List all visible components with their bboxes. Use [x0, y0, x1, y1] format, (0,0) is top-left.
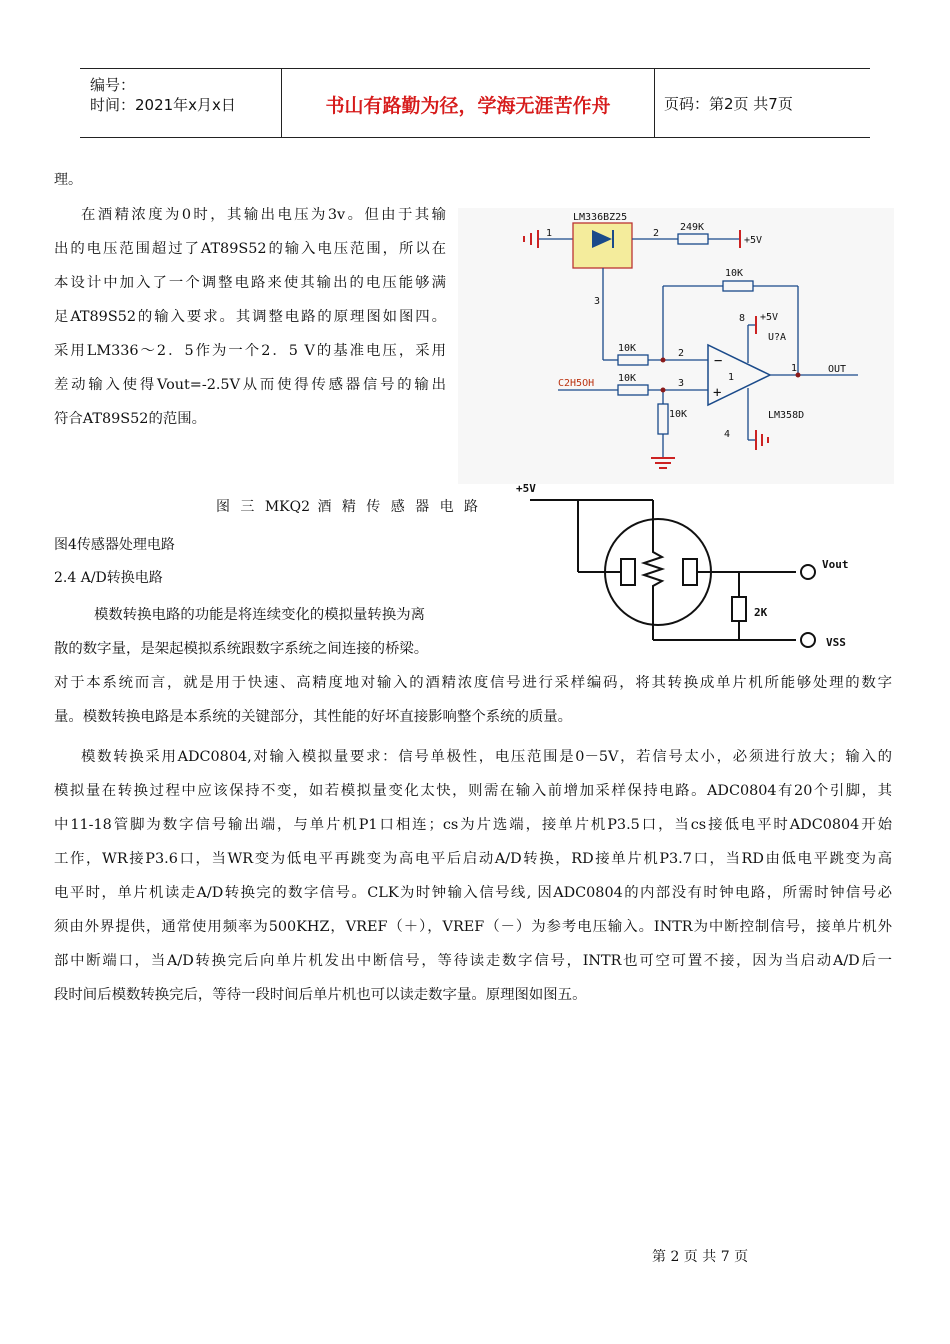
output-label: OUT	[828, 364, 847, 375]
resistor-2k-label: 2K	[754, 606, 768, 619]
resistor-10k-ground-label: 10K	[669, 409, 688, 420]
doc-number-label: 编号：	[90, 76, 136, 94]
paragraph-line: 本设计中加入了一个调整电路来使其输出的电压能够满	[54, 275, 446, 291]
circuit-background	[458, 208, 894, 484]
supply-label: +5V	[744, 235, 763, 246]
paragraph-line: 段时间后模数转换完后，等待一段时间后单片机也可以读走数字量。原理图如图五。	[54, 987, 587, 1003]
paragraph-line: 模拟量在转换过程中应该保持不变，如若模拟量变化太快，则需在输入前增加采样保持电路。ADC0804有20个引脚，其	[54, 783, 892, 799]
paragraph-line: 在酒精浓度为0时，其输出电压为3v。但由于其输	[81, 207, 446, 223]
header-info	[90, 75, 236, 115]
vout-label: Vout	[822, 558, 849, 571]
resistor-10k-in1-label: 10K	[618, 343, 637, 354]
paragraph-line: 须由外界提供，通常使用频率为500KHZ，VREF（＋），VREF（－）为参考电压输入。INTR为中断控制信号，接单片机外	[54, 919, 892, 935]
paragraph-line: 足AT89S52的输入要求。其调整电路的原理图如图四。	[54, 309, 446, 325]
header-divider	[654, 69, 655, 137]
paragraph-line: 中11-18管脚为数字信号输出端，与单片机P1口相连；cs为片选端，接单片机P3.5口，当cs接低电平时ADC0804开始	[54, 817, 892, 833]
resistor-249k-label: 249K	[680, 222, 705, 233]
paragraph-line: 对于本系统而言，就是用于快速、高精度地对输入的酒精浓度信号进行采样编码，将其转换成单片机所能够处理的数字	[54, 675, 892, 691]
pin-label: 2	[678, 348, 685, 359]
reference-diode-body	[573, 223, 632, 268]
figure-4-caption: 图4传感器处理电路	[54, 537, 175, 553]
resistor-10k-feedback-label: 10K	[725, 268, 744, 279]
junction-dot	[661, 388, 666, 393]
pin-label: 3	[594, 296, 601, 307]
vss-label: VSS	[826, 636, 846, 649]
paragraph-line: 出的电压范围超过了AT89S52的输入电压范围，所以在	[54, 241, 446, 257]
part-designator: U?A	[768, 332, 787, 343]
sensor-heater-pad	[621, 559, 635, 585]
opamp-label: LM358D	[768, 410, 805, 421]
reference-diode-label: LM336BZ25	[573, 212, 628, 223]
pin-label: 1	[728, 372, 735, 383]
header-motto: 书山有路勤为径，学海无涯苦作舟	[325, 95, 611, 117]
sensor-element	[644, 545, 662, 630]
resistor-10k-in2-label: 10K	[618, 373, 637, 384]
paragraph-line: 量。模数转换电路是本系统的关键部分，其性能的好坏直接影响整个系统的质量。	[54, 709, 573, 725]
paragraph-line: 电平时，单片机读走A/D转换完的数字信号。CLK为时钟输入信号线, 因ADC0804的内部没有时钟电路，所需时钟信号必	[54, 885, 892, 901]
paragraph-line: 模数转换电路的功能是将连续变化的模拟量转换为离	[94, 607, 425, 623]
input-c2h5oh-label: C2H5OH	[558, 378, 595, 389]
paragraph-line: 符合AT89S52的范围。	[54, 411, 207, 427]
inverting-symbol: −	[714, 353, 723, 369]
noninverting-symbol: +	[713, 385, 722, 401]
paragraph-line: 采用LM336～2．5作为一个2．5 V的基准电压，采用	[54, 343, 446, 359]
figure-3-caption: 图 三 MKQ2 酒 精 传 感 器 电 路	[216, 499, 478, 515]
mkq2-sensor-circuit	[508, 480, 878, 652]
pin-label: 3	[678, 378, 685, 389]
pin-label: 4	[724, 429, 731, 440]
junction-dot	[661, 358, 666, 363]
paragraph-1	[54, 198, 446, 436]
resistor-2k	[732, 597, 746, 621]
paragraph-3	[54, 740, 892, 1012]
vss-terminal	[801, 633, 815, 647]
header-table	[80, 68, 870, 138]
paragraph-line: 工作，WR接P3.6口，当WR变为低电平再跳变为高电平后启动A/D转换，RD接单片机P3.7口，当RD由低电平跳变为高	[54, 851, 892, 867]
sensor-heater-pad	[683, 559, 697, 585]
paragraph-line: 差动输入使得Vout=-2.5V从而使得传感器信号的输出	[54, 377, 446, 393]
paragraph-line: 模数转换采用ADC0804,对输入模拟量要求：信号单极性，电压范围是0－5V，若信号太小，必须进行放大；输入的	[81, 749, 892, 765]
supply-label: +5V	[516, 482, 536, 495]
doc-date-label: 时间：2021年x月x日	[90, 96, 236, 114]
paragraph-line: 散的数字量，是架起模拟系统跟数字系统之间连接的桥梁。	[54, 641, 429, 657]
header-page-label: 页码：第2页 共7页	[664, 95, 793, 113]
sensor-processing-circuit	[458, 208, 894, 484]
section-title: 2.4 A/D转换电路	[54, 570, 163, 586]
pin-label: 8	[739, 313, 746, 324]
text-line-top: 理。	[54, 172, 82, 188]
supply-label: +5V	[760, 312, 779, 323]
pin-label: 1	[546, 228, 553, 239]
pin-label: 2	[653, 228, 660, 239]
paragraph-line: 部中断端口，当A/D转换完后向单片机发出中断信号，等待读走数字信号，INTR也可空可置不接，因为当启动A/D后一	[54, 953, 892, 969]
footer-page-label: 第 2 页 共 7 页	[652, 1249, 749, 1265]
vout-terminal	[801, 565, 815, 579]
pin-label: 1	[791, 363, 798, 374]
